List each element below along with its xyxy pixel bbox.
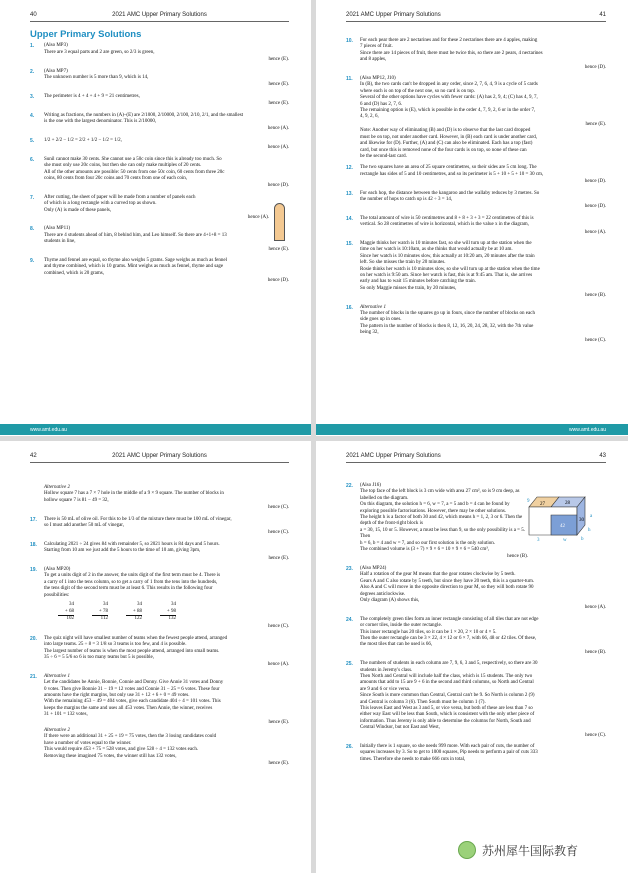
addition-sum: [58, 602, 74, 622]
header-title: 2021 AMC Upper Primary Solutions: [346, 12, 441, 18]
answer: hence (E).: [268, 719, 289, 725]
sum-line: 132: [160, 615, 176, 622]
solution-line: a carry of 1 into the tens column, so to get a carry of 1 from the tens into the hundreds,: [44, 579, 218, 585]
solution-line: amounts have the right margins, but only use 31 + 12 + 6 + 0 = 49 votes.: [44, 692, 190, 698]
solution-line: (Also MP12, J10): [360, 76, 396, 82]
solution-line: squares increases by 3. So to get to 1000 squares, Pip needs to perform a pair of cuts 333: [360, 750, 538, 756]
page-header: [30, 12, 289, 22]
page-number: 40: [30, 12, 37, 18]
solution-line: is the one with the largest denominator. This is 2/10000,: [44, 119, 157, 125]
sum-line: 34: [69, 602, 74, 608]
solution-line: (Also J16): [360, 483, 381, 488]
solution-line: Alternative 2: [44, 485, 70, 490]
question-number: 12.: [346, 165, 353, 172]
question-number: 1.: [30, 43, 35, 50]
question-number: 24.: [346, 616, 353, 623]
question-number: 14.: [346, 215, 353, 222]
wechat-icon: [458, 841, 476, 859]
solution-line: Starting from 10 am we just add the 5 hours to the time of 10 am, giving 3pm,: [44, 548, 201, 554]
header-title: 2021 AMC Upper Primary Solutions: [346, 453, 441, 459]
sum-line: 102: [58, 615, 74, 622]
solution-line: either way East will be less than South, which is consistent with the only other piece of: [360, 712, 535, 718]
solution-line: Maggie thinks her watch is 10 minutes fast, so she will turn up at the station when the: [360, 240, 532, 246]
solution-line: Only (A) is made of these panels,: [44, 207, 112, 213]
solution-line: keeps the margins the same and uses all 453 votes. Then Annie, the winner, receives: [44, 705, 213, 711]
sum-line: 34: [137, 602, 142, 608]
page-content: [346, 38, 606, 349]
solution-line: 1/2 + 2/2 − 1/2 = 2/2 + 1/2 − 1/2 = 1/2,: [44, 137, 122, 143]
solution-line: a = 30, 15, 10 or 5. However, a must be less than 9, so the only possibility is a = 5. Then: [360, 527, 526, 540]
solution-line: (Also MP11): [44, 226, 71, 232]
solution-line: the number of hops to catch up is 42 ÷ 3 = 14,: [360, 196, 453, 202]
question-26: [346, 744, 606, 763]
label-3: 3: [537, 538, 540, 541]
answer: hence (B).: [507, 554, 528, 560]
solution-line: Initially there is 1 square, so she needs 999 more. With each pair of cuts, the number of: [360, 744, 535, 750]
sum-line: 122: [126, 615, 142, 622]
question-25: [346, 661, 606, 739]
solution-line: (Also MP20): [44, 567, 71, 573]
answer: hence (A).: [267, 145, 289, 151]
solution-line: where each is on top of the next one, so no card is on top.: [360, 88, 475, 94]
solution-line: Removing these imagined 75 votes, the winner still has 132 votes,: [44, 753, 177, 759]
solution-line: For each pear there are 2 nectarines and for these 2 nectarines there are 4 apples, making: [360, 38, 538, 43]
answer: hence (B).: [585, 293, 606, 299]
solution-line: Half a rotation of the gear M means that the gear rotates clockwise by 5 teeth.: [360, 572, 516, 578]
label-w: w: [563, 538, 567, 541]
solution-line: or corner tiles, inside the outer rectangle.: [360, 623, 442, 629]
question-number: 16.: [346, 304, 353, 311]
solution-line: she must only use 20c coins, but then she can only make multiples of 20 cents.: [44, 163, 202, 169]
solution-line: 6 and (D) has 2, 7, 6.: [360, 101, 403, 107]
question-number: 6.: [30, 156, 35, 163]
question-number: 23.: [346, 565, 353, 572]
page-footer: [316, 424, 628, 435]
watermark-text: 苏州犀牛国际教育: [482, 844, 579, 858]
sum-line: 34: [103, 602, 108, 608]
solution-line: Since there are 14 pieces of fruit, there must be twice this, so there are 2 pears, 4 nectarines: [360, 50, 543, 56]
solution-line: Hollow square 7 has a 7 × 7 hole in the middle of a 9 × 9 square. The number of blocks in: [44, 491, 224, 497]
answer: hence (A).: [584, 229, 606, 235]
label-27: 27: [540, 502, 545, 507]
question-number: 8.: [30, 226, 35, 233]
solution-line: 35 ÷ 6 = 5 5/6 so 6 is too many teams but 5 is possible,: [44, 654, 155, 660]
solution-line: In (B), the two cards can't be dropped in any order, since 2, 7, 6, 4, 9 is a cycle of 5 cards: [360, 82, 538, 88]
footer-url[interactable]: www.amt.edu.au: [30, 427, 67, 433]
solution-line: This inner rectangle has 20 tiles, so it can be 1 × 20, 2 × 10 or 4 × 5.: [360, 629, 497, 635]
solution-line: 31 + 101 = 132 votes,: [44, 712, 88, 718]
answer: hence (D).: [584, 64, 606, 70]
solution-line: For each hop, the distance between the kangaroo and the wallaby reduces by 3 metres. So: [360, 190, 540, 196]
solution-line: students in Jeremy's class.: [360, 667, 413, 673]
solution-line: the most tiles that can be used is 66,: [360, 642, 433, 648]
question-15: [346, 241, 606, 300]
page-40: [0, 0, 311, 436]
answer: hence (E).: [268, 246, 289, 252]
solution-line: The height h is a factor of both 30 and 42, which means h = 1, 2, 3 or 6. Then the depth of the front-right block is: [360, 515, 523, 527]
solution-line: 7 pieces of fruit.: [360, 44, 393, 50]
solution-line: The remaining option is (E), which is possible in the order 4, 7, 9, 2, 6 or in the order 7,: [360, 108, 536, 114]
label-30: 30: [579, 518, 584, 523]
page-number: 43: [599, 453, 606, 459]
solution-line: This would require 453 + 75 = 528 votes, and give 528 ÷ 4 = 132 votes each.: [44, 747, 199, 753]
question-12: [346, 165, 606, 185]
solution-line: possibilities:: [44, 592, 70, 598]
question-16: [346, 305, 606, 344]
solution-line: There are 4 students ahead of him, 8 behind him, and Leo himself. So there are 4+1+8 = 13: [44, 232, 227, 238]
label-h: h: [588, 528, 591, 533]
question-number: 22.: [346, 483, 353, 489]
note-line: be the second-last card.: [360, 153, 407, 159]
question-number: 13.: [346, 190, 353, 197]
solution-line: To get a units digit of 2 in the answer, the units digit of the first term must be 4. There is: [44, 573, 221, 579]
question-number: 7.: [30, 194, 35, 201]
solution-line: Gears A and C also rotate by 5 teeth, but since they have 20 teeth, this is a quarter-turn.: [360, 578, 535, 584]
question-number: 26.: [346, 744, 353, 751]
question-number: 21.: [30, 673, 37, 680]
solution-line: side goes up in ones.: [360, 317, 402, 323]
solution-line: The numbers of students in each column are 7, 9, 6, 3 and 5, respectively, so there are 30: [360, 661, 538, 667]
solution-line: rectangle has sides of 5 and 10 centimetres, and so its perimeter is 5 + 10 + 5 + 10 = 30 cm,: [360, 171, 544, 177]
solution-line: Central Windsor, but not East and West,: [360, 725, 440, 731]
solution-line: times. Therefore she needs to make 666 cuts in total,: [360, 756, 466, 762]
sum-line: + 68: [64, 608, 74, 614]
page-42: [0, 441, 311, 873]
answer: hence (C).: [268, 505, 289, 511]
question-number: 4.: [30, 112, 35, 119]
question-number: 5.: [30, 137, 35, 144]
question-17: [30, 517, 289, 537]
sum-line: + 98: [166, 608, 176, 614]
solution-line: the tens digit of the second term must be at least 6. This results in the following four: [44, 586, 213, 592]
solution-line: Writing as fractions, the numbers in (A)–(E) are 2/1000, 2/10000, 2/100, 2/10, 2/1, and the smallest: [44, 112, 244, 118]
solution-line: hollow square 7 is 81 − 49 = 32,: [44, 497, 109, 503]
question-8: [30, 226, 289, 253]
solution-line: 0 votes. Then give Bonnie 31 − 19 = 12 votes and Connie 31 − 25 = 6 votes. These four: [44, 686, 220, 692]
solution-line: 4, 9, 2, 6,: [360, 114, 379, 120]
solution-line: Alternative 2: [44, 728, 70, 733]
page-content: [30, 28, 289, 290]
answer: hence (C).: [585, 732, 606, 738]
question-number: 19.: [30, 567, 37, 574]
answer: hence (C).: [585, 337, 606, 343]
answer: hence (D).: [267, 183, 289, 189]
sum-line: 112: [92, 615, 108, 622]
answer: hence (A).: [584, 605, 606, 611]
answer: hence (D).: [267, 278, 289, 284]
question-23: [346, 566, 606, 612]
question-16-alternative-2: [30, 485, 289, 512]
label-42: 42: [560, 524, 565, 529]
solution-line: are 9 and 6 or vice versa.: [360, 686, 411, 692]
answer: hence (E).: [268, 101, 289, 107]
solution-line: Alternative 1: [360, 304, 386, 310]
question-5: [30, 138, 289, 152]
question-number: 18.: [30, 541, 37, 548]
wechat-watermark: [458, 839, 620, 861]
solution-line: so I must add another 50 mL of vinegar,: [44, 523, 125, 529]
solution-line: information. Thus Jeremy is only able to determine the columns for North, South and: [360, 718, 531, 724]
note-line: Note: Another way of eliminating (B) and (D) is to observe that the last card dropped: [360, 128, 531, 134]
addition-sum: [126, 602, 142, 622]
solution-line: (Also MP24): [360, 565, 387, 571]
solution-line: Calculating 2021 ÷ 24 gives 84 with remainder 5, so 2021 hours is 84 days and 5 hours.: [44, 541, 220, 547]
sum-line: + 88: [132, 608, 142, 614]
solution-line: With the remaining 453 − 49 = 404 votes, give each candidate 404 ÷ 4 = 101 votes. This: [44, 699, 221, 705]
answer: hence (A).: [247, 214, 269, 220]
label-28: 28: [565, 501, 570, 506]
solution-line: vertical. So 28 centimetres of wire is horizontal, which is the value x in the diagram,: [360, 222, 529, 228]
solution-line: (Also MP7): [44, 68, 68, 74]
answer: hence (E).: [268, 761, 289, 767]
footer-url[interactable]: www.amt.edu.au: [569, 427, 606, 433]
solution-line: If there were an additional 31 + 25 + 19 = 75 votes, then the 3 losing candidates could: [44, 734, 217, 740]
question-14: [346, 216, 606, 236]
solution-line: Only diagram (A) shows this,: [360, 597, 420, 603]
page-number: 41: [599, 12, 606, 18]
question-19: [30, 567, 289, 631]
block-diagram: [521, 493, 605, 541]
page-43: [316, 441, 628, 873]
label-b: b: [581, 537, 584, 541]
solution-line: There is 50 mL of olive oil. For this to be 1/3 of the mixture there must be 100 mL of vinegar,: [44, 516, 232, 522]
solution-line: (Also MP3): [44, 43, 68, 49]
solution-line: The completely green tiles form an inner rectangle consisting of all tiles that are not edge: [360, 616, 539, 622]
page-header: [346, 12, 606, 22]
question-2: [30, 69, 289, 89]
note-line: and likewise for (D). Further, (A) and (C) can also be eliminated. Each has a top (fast): [360, 141, 533, 147]
sum-line: + 78: [98, 608, 108, 614]
solution-line: time on her watch is 10:10am, as she thinks that would actually be at 10 am.: [360, 247, 513, 253]
solution-line: The combined volume is (3 + 7) × 9 × 6 = 10 × 9 × 6 = 540 cm³,: [360, 547, 489, 553]
answer: hence (D).: [584, 179, 606, 185]
page-header: [30, 453, 289, 463]
answer: hence (B).: [585, 649, 606, 655]
question-18: [30, 542, 289, 562]
solution-line: left. So she misses the train by 20 minutes.: [360, 260, 446, 266]
solution-line: degrees anticlockwise.: [360, 591, 406, 597]
solution-line: After cutting, the sheet of paper will be made from a number of panels each: [44, 194, 196, 200]
section-title: Upper Primary Solutions: [30, 29, 142, 40]
solution-line: amounts that add to 15 are 9 + 6 in the second and third columns, so North and Central: [360, 680, 534, 686]
label-a: a: [590, 514, 593, 519]
solution-line: So only Maggie misses the train, by 20 minutes,: [360, 285, 457, 291]
answer: hence (D).: [584, 204, 606, 210]
question-number: 25.: [346, 661, 353, 668]
solution-line: The perimeter is 4 + 4 + 4 + 9 = 21 centimetres,: [44, 93, 140, 99]
solution-line: students in line,: [44, 239, 76, 245]
solution-line: and Central is column 3 (6). Then South must be column 1 (7).: [360, 699, 486, 705]
solution-line: The two squares have an area of 25 square centimetres, so their sides are 5 cm long. The: [360, 165, 537, 171]
answer: hence (E).: [268, 82, 289, 88]
question-10: [346, 38, 606, 71]
solution-line: being 32,: [360, 330, 379, 336]
page-footer: [0, 424, 311, 435]
solution-line: Since her watch is 10 minutes slow, this actually at 10:20 am, 20 minutes after the train: [360, 253, 535, 259]
solution-line: Let the candidates be Annie, Bonnie, Connie and Donny. Give Annie 31 votes and Donny: [44, 680, 224, 686]
answer: hence (E).: [585, 121, 606, 127]
solution-line: The quiz night will have smallest number of teams when the fewest people attend, arranged: [44, 635, 228, 641]
question-6: [30, 157, 289, 190]
note-line: must be on top, not under another card. However, in (B) each card is under another card,: [360, 134, 537, 140]
solution-line: The largest number of teams is when the most people attend, arranged into small teams.: [44, 648, 220, 654]
answer: hence (E).: [268, 555, 289, 561]
solution-line: have a number of votes equal to the winner.: [44, 740, 132, 746]
solution-line: Thyme and fennel are equal, so thyme also weighs 5 grams. Sage weighs as much as fennel: [44, 257, 228, 263]
question-number: 17.: [30, 516, 37, 523]
answer: hence (A).: [267, 662, 289, 668]
solution-line: into large teams. 25 ÷ 8 = 3 1/8 so 3 teams is too few, and 4 is possible.: [44, 642, 187, 648]
question-11: [346, 76, 606, 160]
solution-line: The pattern in the number of blocks is then 8, 12, 16, 20, 24, 28, 32, with the 7th value: [360, 323, 534, 329]
question-number: 10.: [346, 38, 353, 44]
solution-line: The total amount of wire is 50 centimetres and 8 + 8 + 3 + 3 = 22 centimetres of this is: [360, 215, 534, 221]
solution-line: Also A and C will move in the opposite direction to gear M, so they will both rotate 90: [360, 585, 534, 591]
question-number: 20.: [30, 635, 37, 642]
solution-line: on her watch is 9:50 am. Since her watch is fast, this is at 9:45 am. That is, she arrives: [360, 273, 533, 278]
question-24: [346, 617, 606, 656]
answer: hence (A).: [267, 126, 289, 132]
solution-line: Then North and Central will include half the class, which is 15 students. The only two: [360, 673, 533, 679]
page-header: [346, 453, 606, 463]
question-number: 11.: [346, 76, 353, 83]
question-13: [346, 191, 606, 211]
question-3: [30, 94, 289, 108]
page-content: [30, 485, 289, 772]
addition-possibilities: [58, 602, 289, 622]
solution-line: The unknown number is 5 more than 9, which is 14,: [44, 75, 149, 81]
solution-line: Since South is more common than Central, Central can't be 9. So North is column 2 (9): [360, 693, 535, 699]
solution-line: h = 6, b = 4 and w = 7, and so our first solution is the only solution.: [360, 540, 495, 546]
solution-line: There are 3 equal parts and 2 are green, so 2/3 is green,: [44, 49, 155, 55]
sum-line: 34: [171, 602, 176, 608]
question-9: [30, 258, 289, 285]
solution-line: The number of blocks in the squares go up in fours, since the number of blocks on each: [360, 311, 535, 317]
solution-line: of which is a long rectangle with a curved top as shown.: [44, 201, 157, 207]
solution-line: and thyme combined, which is 10 grams. Mint weighs as much as fennel, thyme and sage: [44, 264, 224, 270]
solution-line: On this diagram, the solution h = 6, w = 7, a = 5 and b = 4 can be found by exploring possible factorisations. However, there may be other solutions.: [360, 502, 510, 514]
question-21: [30, 674, 289, 768]
answer: hence (E).: [268, 57, 289, 63]
page-41: [316, 0, 628, 436]
answer: hence (C).: [268, 530, 289, 536]
question-7: [30, 195, 289, 222]
header-title: 2021 AMC Upper Primary Solutions: [112, 453, 207, 459]
answer: hence (C).: [268, 624, 289, 630]
addition-sum: [92, 602, 108, 622]
question-1: [30, 43, 289, 63]
solution-line: coins, 80 cents from four 20c coins and 70 cents from one of each coin,: [44, 175, 188, 181]
solution-line: Rosie thinks her watch is 10 minutes slow, so she will turn up at the station when the time: [360, 266, 540, 272]
solution-line: Then the outer rectangle can be 3 × 22, 4 × 12 or 6 × 7, with 66, 48 or 42 tiles. Of these,: [360, 635, 537, 641]
label-9: 9: [527, 499, 530, 504]
header-title: 2021 AMC Upper Primary Solutions: [112, 12, 207, 18]
solution-line: combined, which is 20 grams,: [44, 270, 104, 276]
page-number: 42: [30, 453, 37, 459]
question-20: [30, 636, 289, 669]
solution-line: early and has to wait 15 minutes before catching the train.: [360, 279, 476, 285]
solution-line: The top face of the left block is 3 cm wide with area 27 cm², so is 9 cm deep, as labelled on the diagram.: [360, 489, 520, 501]
solution-line: All of the other amounts are possible: 50 cents from one 50c coin, 60 cents from three 20c: [44, 169, 225, 175]
solution-line: Sunil cannot make 30 cents. She cannot use a 50c coin since this is already too much. So: [44, 156, 222, 162]
question-number: 3.: [30, 93, 35, 100]
solution-line: This leaves East and West as 3 and 5, or vice versa, but both of these are less than 7 so: [360, 706, 533, 711]
solution-line: and 8 apples,: [360, 57, 387, 63]
solution-line: Alternative 1: [44, 673, 70, 679]
addition-sum: [160, 602, 176, 622]
question-4: [30, 113, 289, 133]
solution-line: Several of the other options have cycles with fewer cards: (A) has 2, 9, 4; (C) has 4, 9, 7,: [360, 95, 538, 101]
question-number: 2.: [30, 68, 35, 75]
note-line: card, but once this is removed none of the four cards is on top, so none of these can: [360, 147, 527, 153]
question-number: 9.: [30, 257, 35, 264]
question-number: 15.: [346, 240, 353, 247]
